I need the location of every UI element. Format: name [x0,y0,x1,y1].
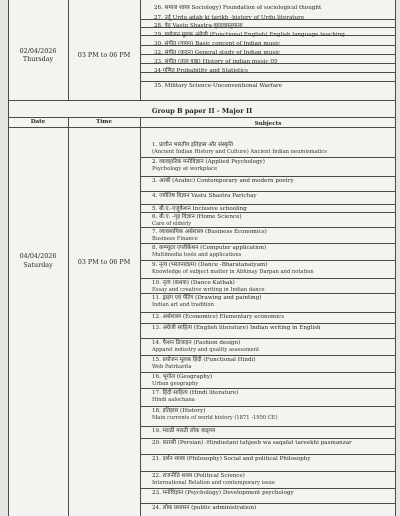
subject-entry: 16. भूगोल (Geography) [152,374,213,380]
subject-row-divider [140,293,396,294]
exam-time: 03 PM to 06 PM [77,258,131,266]
subject-row-divider [140,212,396,213]
subject-row-divider [140,426,396,427]
subject-paper-name: Essay and creative writing in Indian dance [152,287,265,293]
header-top-border [8,117,396,118]
subject-row-divider [140,191,396,192]
subject-entry: 9. नृत्य (भरतनाट्यम) (Dance -Bharatanatyam) [152,262,268,268]
subject-entry: 34 गणित Probability and Statistics [154,68,249,74]
subject-entry: 32. संगीत (वादन) General study of Indian music [154,50,281,56]
subject-entry: 19. मराठी मराठी लोक वाड्मय [152,428,216,434]
subject-row-divider [140,503,396,504]
subject-entry: 20. फ़ारसी (Persian) -Hindustani tahjeeb wa saqafat tareekhi pasmanzar [152,440,352,446]
subject-entry: 11. ड्राइंग एवं पेंटिंग (Drawing and painting) [152,295,262,301]
subject-row-divider [140,355,396,356]
subject-entry: 2. व्यावहारिक मनोविज्ञान (Applied Psychology) [152,159,265,165]
table-border-right [395,0,396,100]
subject-entry: 29. प्रयोजन मूलक अंग्रेजी (Functional English) English language teaching [154,32,345,38]
subject-entry: 22. राजनीति शास्त्र (Political Science) [152,473,245,479]
subject-entry: 30. संगीत (गायन) Basic concept of Indian music [154,41,281,47]
subject-row-divider [140,471,396,472]
subject-entry: 24. लोक प्रशासन (public administration) [152,505,257,511]
exam-schedule-page [8,0,396,516]
subject-paper-name: (Ancient Indian History and Culture) Ancient Indian neumismatics [152,149,327,155]
group-title: Group B paper II - Major II [151,107,253,115]
subject-entry: 14. फैशन डिजाइन (Fashion design) [152,340,241,346]
subject-row-divider [140,204,396,205]
subject-entry: 27. उर्दू Urdu adab ki tarikh -history of Urdu literature [154,15,305,21]
exam-date: 02/04/2026 [19,47,57,55]
subject-row-divider [140,372,396,373]
subject-entry: 6. बी.ए. -गृह विज्ञान (Home Science) [152,214,242,220]
subject-entry: 5. बी.ए.-एजुकेशन Inclusive schooling [152,206,247,212]
subject-paper-name: Indian art and tradition [152,302,215,308]
subject-row-divider [140,338,396,339]
subject-row-divider [140,438,396,439]
subject-paper-name: Multimedia tools and applications [152,252,242,258]
header-bottom-border [8,127,396,128]
subject-entry: 28. वेद Vastu Shastra-वृहदवास्तुमाला [154,23,243,29]
subject-paper-name: Knowledge of subject matter in Abhinay Darpan and notation [152,269,314,275]
subject-paper-name: Main currents of world history (1871 -1950 CE) [152,415,278,421]
header-subjects: Subjects [254,121,282,127]
subject-entry: 15. प्रयोजन मूलक हिंदी (Functional Hindi) [152,357,256,363]
column-divider-time [140,0,141,100]
subject-entry: 8. कम्प्यूटर एप्लीकेशन (Computer application) [152,245,267,251]
subject-row-divider [140,388,396,389]
subject-paper-name: Web Patrkarita [152,364,192,370]
subject-row-divider [140,260,396,261]
subject-entry: 23. मनोविज्ञान (Psychology) Development psychology [152,490,294,496]
subject-paper-name: Business Finance [152,236,198,242]
subject-row-divider [140,81,396,82]
column-divider-date [68,117,69,516]
subject-entry: 13. अंग्रेजी साहित्य (English literature) Indian writing in English [152,325,321,331]
subject-entry: 35. Military Science-Unconventional Warfare [154,83,283,89]
subject-paper-name: Psychology at workplace [152,166,218,172]
subject-paper-name: Hindi aalochana [152,397,195,403]
column-divider-date [68,0,69,100]
subject-row-divider [140,454,396,455]
subject-row-divider [140,488,396,489]
header-time: Time [96,119,112,125]
group-title-top-border [8,100,396,101]
exam-time: 03 PM to 06 PM [77,51,131,59]
subject-entry: 3. अरबी (Arabic) Contemporary and modern poetry [152,178,294,184]
subject-paper-name: Apparel industry and quality assessment [152,347,260,353]
subject-entry: 33. संगीत (ताल वाद्य) History of indian music 05 [154,59,278,65]
subject-row-divider [140,176,396,177]
subject-entry: 1. प्राचीन भारतीय इतिहास और संस्कृति [152,142,234,148]
subject-row-divider [140,243,396,244]
schedule-table [8,0,396,516]
subject-paper-name: International Relation and contemporary issue [152,480,275,486]
subject-entry: 26. समाज शास्त्र Sociology) Foundation of sociological thought [154,5,322,11]
subject-paper-name: Care of elderly [152,221,192,227]
exam-day: Saturday [23,261,53,269]
subject-entry: 12. अर्थशास्त्र (Economics) Elementary economics [152,314,285,320]
subject-row-divider [140,278,396,279]
subject-paper-name: Urban geography [152,381,199,387]
subject-entry: 4. ज्योतिष विज्ञान Vastu Shastra Parichay [152,193,257,199]
subject-entry: 21. दर्शन शास्त्र (Philosophy) Social and political Philosophy [152,456,311,462]
subject-row-divider [140,406,396,407]
header-date: Date [30,119,46,125]
subject-entry: 17. हिंदी साहित्य (Hindi literature) [152,390,239,396]
exam-date: 04/04/2026 [19,252,57,260]
exam-day: Thursday [22,55,54,63]
subject-row-divider [140,312,396,313]
subject-row-divider [140,227,396,228]
table-border-left [8,100,9,516]
subject-row-divider [140,157,396,158]
subject-entry: 10. नृत्य (कथक) (Dance Kathak) [152,280,235,286]
subject-row-divider [140,323,396,324]
subject-entry: 18. इतिहास (History) [152,408,206,414]
subject-entry: 7. व्यावसायिक अर्थशास्त्र (Business Economics) [152,229,267,235]
